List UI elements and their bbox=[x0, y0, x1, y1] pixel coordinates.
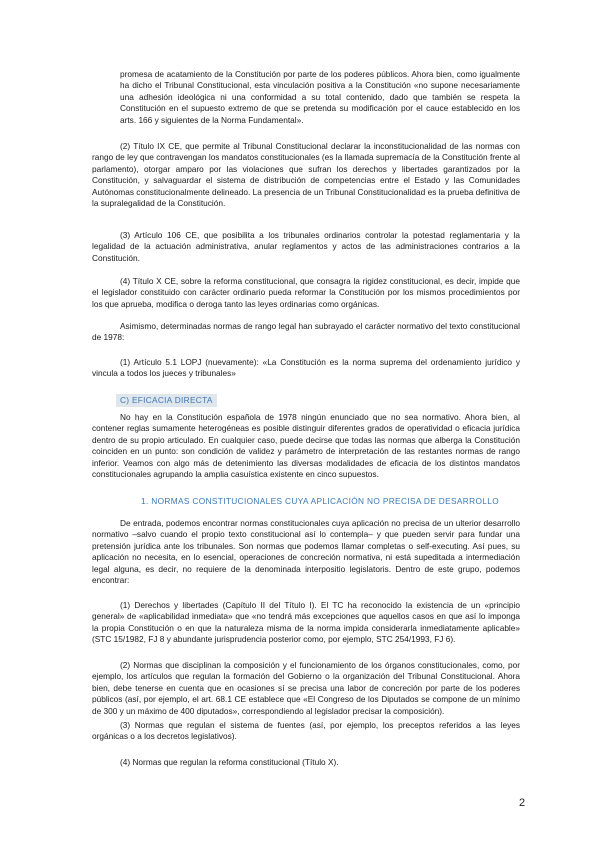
paragraph-titulo-x: (4) Título X CE, sobre la reforma constitucional, que consagra la rigidez constitucional, es decir, impide que el legislador constituido con carácter ordinario pueda reformar la Constitución por los mismos procedimientos por los que aprueba, modifica o deroga tanto las leyes ordinarias como orgánicas. bbox=[92, 276, 520, 309]
paragraph-sistema-fuentes: (3) Normas que regulan el sistema de fuentes (así, por ejemplo, los preceptos referidos a las leyes orgánicas o a los decretos legislativos). bbox=[92, 720, 520, 742]
subsection-heading-normas-sin-desarrollo: 1. NORMAS CONSTITUCIONALES CUYA APLICACIÓN NO PRECISA DE DESARROLLO bbox=[140, 496, 499, 506]
paragraph-organos-constitucionales: (2) Normas que disciplinan la composición y el funcionamiento de los órganos constitucionales, como, por ejemplo, los artículos que regulan la formación del Gobierno o la organización del Tribunal Constitucional. Ahora bien, debe tenerse en cuenta que en ocasiones sí se precisa una labor de concreción por parte de los poderes públicos (así, por ejemplo, el art. 68.1 CE establece que «El Congreso de los Diputados se compone de un mínimo de 300 y un máximo de 400 diputados», correspondiendo al legislador precisar la composición). bbox=[92, 660, 520, 716]
paragraph-derechos-libertades: (1) Derechos y libertades (Capítulo II del Título I). El TC ha reconocido la existencia de un «principio general» de «aplicabilidad inmediata» que «no tendrá más excepciones que aquellos casos en que así lo imponga la propia Constitución o en que la naturaleza misma de la norma impida considerarla inmediatamente aplicable» (STC 15/1982, FJ 8 y abundante jurisprudencia posterior como, por ejemplo, STC 254/1993, FJ 6). bbox=[92, 600, 520, 645]
paragraph-asimismo: Asimismo, determinadas normas de rango legal han subrayado el carácter normativo del texto constitucional de 1978: bbox=[92, 321, 520, 343]
paragraph-articulo-106: (3) Artículo 106 CE, que posibilita a los tribunales ordinarios controlar la potestad reglamentaria y la legalidad de la actuación administrativa, anular reglamentos y actos de las administraciones contrarios a la Constitución. bbox=[92, 230, 520, 263]
paragraph-no-hay: No hay en la Constitución española de 1978 ningún enunciado que no sea normativo. Ahora bien, al contener reglas sumamente heterogéneas es posible distinguir diferentes grados de operatividad o eficacia jurídica dentro de su propio articulado. En cualquier caso, puede decirse que todas las normas que alberga la Constitución coinciden en un punto: son condición de validez y parámetro de interpretación de las restantes normas de rango inferior. Veamos con algo más de detenimiento las diversas modalidades de eficacia de los distintos mandatos constitucionales agrupando la amplia casuística existente en cinco supuestos. bbox=[92, 412, 520, 480]
section-heading-eficacia-directa: C) EFICACIA DIRECTA bbox=[116, 394, 217, 407]
paragraph-titulo-ix: (2) Título IX CE, que permite al Tribunal Constitucional declarar la inconstitucionalidad de las normas con rango de ley que contravengan los mandatos constitucionales (es la llamada supremacía de la Constitución frente al parlamento), otorgar amparo por las violaciones que sufran los derechos y libertades garantizados por la Constitución, y salvaguardar el sistema de distribución de competencias entre el Estado y las Comunidades Autónomas constitucionalmente delineado. La presencia de un Tribunal Constitucionalidad es la prueba definitiva de la supralegalidad de la Constitución. bbox=[92, 141, 520, 209]
paragraph-promesa: promesa de acatamiento de la Constitución por parte de los poderes públicos. Ahora bien, como igualmente ha dicho el Tribunal Constitucional, esta vinculación positiva a la Constitución «no supone necesariamente una adhesión ideológica ni una conformidad a su total contenido, dado que también se respeta la Constitución en el supuesto extremo de que se pretenda su modificación por el cauce establecido en los arts. 166 y siguientes de la Norma Fundamental». bbox=[120, 69, 520, 125]
paragraph-reforma-constitucional: (4) Normas que regulan la reforma constitucional (Título X). bbox=[120, 757, 339, 767]
paragraph-lopj: (1) Artículo 5.1 LOPJ (nuevamente): «La Constitución es la norma suprema del ordenamiento jurídico y vincula a todos los jueces y tribunales» bbox=[92, 357, 520, 379]
page-number: 2 bbox=[519, 797, 526, 809]
paragraph-de-entrada: De entrada, podemos encontrar normas constitucionales cuya aplicación no precisa de un ulterior desarrollo normativo –salvo cuando el propio texto constitucional así lo contempla– y que pueden servir para fundar una pretensión jurídica ante los tribunales. Son normas que podemos llamar completas o self-executing. Así pues, su aplicación no necesita, en lo esencial, operaciones de concreción normativa, ni está supeditada a intermediación legal alguna, es decir, no requiere de la denominada interpositio legislatoris. Dentro de este grupo, podemos encontrar: bbox=[92, 518, 520, 586]
